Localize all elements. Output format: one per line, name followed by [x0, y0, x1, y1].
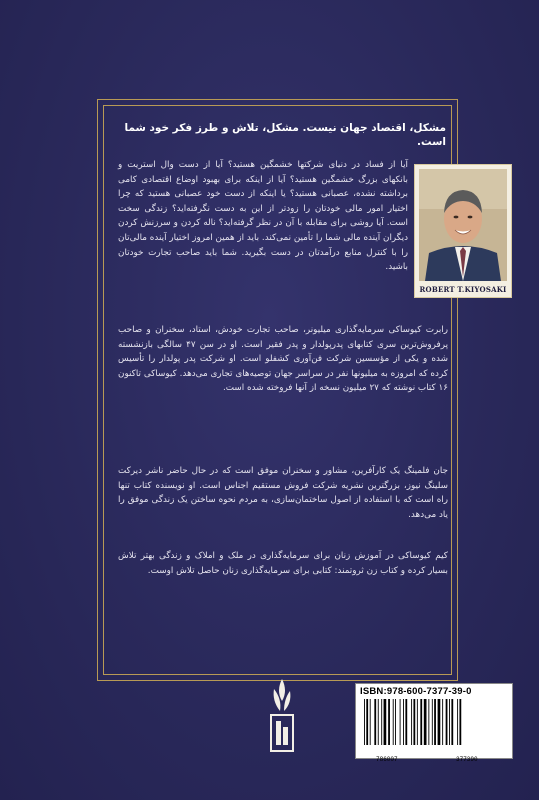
- cover-headline: مشکل، اقتصاد جهان نیست. مشکل، تلاش و طرز فکر خود شما است.: [124, 122, 446, 148]
- isbn-number: ISBN:978-600-7377-39-0: [360, 686, 472, 697]
- author-name-caption: ROBERT T.KIYOSAKI: [419, 285, 507, 294]
- barcode-left-digits: 786007: [376, 756, 398, 763]
- publisher-logo-icon: [268, 677, 296, 753]
- author-photo: [419, 169, 507, 281]
- author-portrait-image: [419, 169, 507, 281]
- author-bio-robert: رابرت کیوساکی سرمایه‌گذاری میلیونر، صاحب تجارت خودش، استاد، سخنران و صاحب پرفروش‌ترین سری کتابهای پدرپولدار و پدر فقیر است. او در سن ۴۷ سالگی بازنشسته شده و یکی از مؤسسین شرکت فن‌آوری کشفلو است. او شرکت پدر پولدار را تأسیس کرده که امروزه به میلیونها نفر در سراسر جهان توصیه‌های تجاری می‌دهد. کیوساکی تاکنون ۱۶ کتاب نوشته که ۲۷ میلیون نسخه از آنها فروخته شده است.: [118, 325, 449, 394]
- barcode-right-digits: 377390: [456, 756, 478, 763]
- author-bio-john: جان فلمینگ یک کارآفرین، مشاور و سخنران موفق است که در حال حاضر ناشر دیرکت سلینگ نیوز، بزرگترین نشریه شرکت فروش مستقیم اجناس است. او نویسنده کتاب تنها راه است که با استفاده از اصول ساختمان‌سازی، به مردم نحوه ساختن یک زندگی موفق را یاد می‌دهد.: [118, 466, 448, 520]
- isbn-barcode-box: [355, 683, 513, 763]
- author-bio-kim: کیم کیوساکی در آموزش زنان برای سرمایه‌گذاری در ملک و املاک و زندگی بهتر تلاش بسیار کرده و کتاب زن ثروتمند: کتابی برای سرمایه‌گذاری زنان حاصل تلاش اوست.: [118, 551, 448, 576]
- author-photo-card: [414, 164, 512, 298]
- barcode-image: [360, 699, 510, 747]
- blurb-paragraph-1: آیا از فساد در دنیای شرکتها خشمگین هستید؟ آیا از دست وال استریت و بانکهای بزرگ خشمگین هستید؟ آیا از اینکه برای بهبود اوضاع اقتصادی کامی برداشته نشده، عصبانی هستید؟ یا اینکه از دست خود عصبانی هستید که چرا اختیار امور مالی خودتان را زودتر از این به دست نگرفته‌اید؟ زندگی سخت است. آیا روشی برای مقابله با آن در نظر گرفته‌اید؟ ناله کردن و سرزنش کردن دیگران آینده مالی شما را تأمین نمی‌کند. باید از همین امروز اختیار آینده مالی‌تان را با کنترل منابع درآمدتان در دست بگیرید. شما باید صاحب تجارت خودتان باشید.: [117, 160, 408, 273]
